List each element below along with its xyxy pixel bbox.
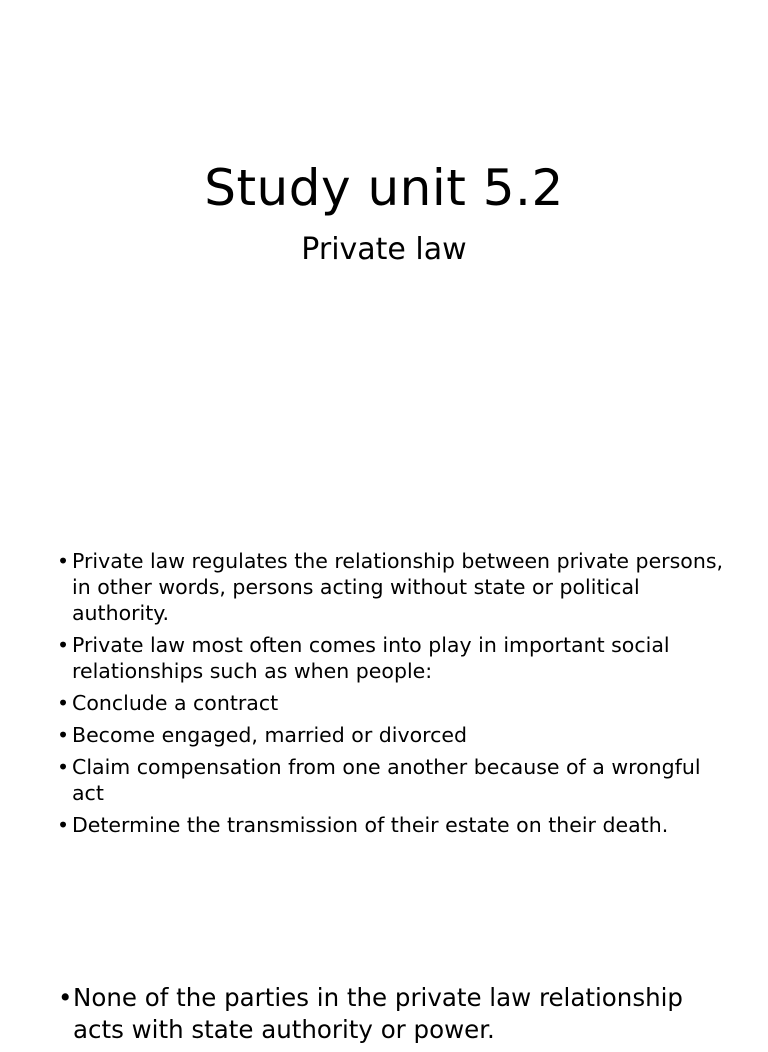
bullet-item [0,982,768,1046]
bullet-item [0,632,768,684]
content-slide [0,548,768,844]
bullet-text: Claim compensation from one another because of a wrongful act [72,755,701,805]
bullet-icon: • [57,755,70,779]
title-slide [0,0,768,520]
bullet-icon: • [57,691,70,715]
bullet-text: Conclude a contract [72,691,279,715]
bullet-item [0,548,768,626]
bullet-text: Become engaged, married or divorced [72,723,468,747]
bullet-icon: • [58,983,73,1012]
bullet-icon: • [57,633,70,657]
bullet-list [0,548,768,838]
bullet-icon: • [57,723,70,747]
slide-title: Study unit 5.2 [204,159,564,217]
bullet-item [0,722,768,748]
bullet-text: Determine the transmission of their estate on their death. [72,813,669,837]
bullet-item [0,754,768,806]
bullet-list [0,982,768,1046]
continuation-slide [0,982,768,1052]
bullet-text: Private law regulates the relationship between private persons, in other words, persons acting without state or political authority. [72,549,724,625]
bullet-text: Private law most often comes into play in important social relationships such as when people: [72,633,670,683]
bullet-icon: • [57,813,70,837]
slide-subtitle: Private law [301,232,467,267]
bullet-item [0,812,768,838]
bullet-text: None of the parties in the private law relationship acts with state authority or power. [73,983,683,1044]
bullet-icon: • [57,549,70,573]
bullet-item [0,690,768,716]
